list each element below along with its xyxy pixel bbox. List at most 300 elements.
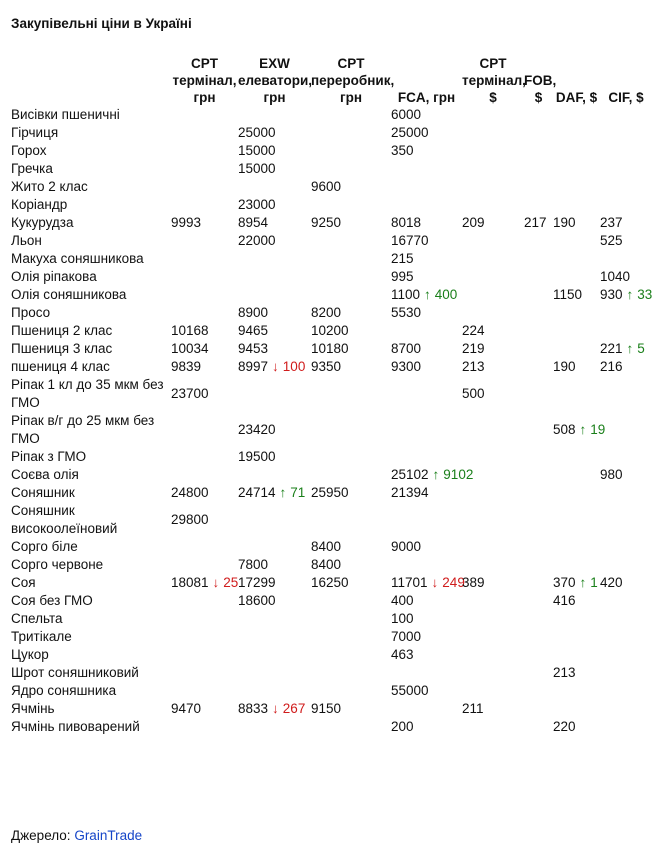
- price-cell: [462, 718, 524, 736]
- price-cell: 211: [462, 701, 484, 716]
- arrow-down-icon: ↓: [212, 575, 220, 590]
- table-row: [10, 556, 652, 574]
- price-cell: 5530: [391, 305, 422, 320]
- price-cell: 8700: [391, 341, 422, 356]
- price-cell: [553, 628, 600, 646]
- price-cell: 209: [462, 215, 485, 230]
- row-label: Коріандр: [11, 197, 68, 212]
- price-cell: 220: [553, 719, 576, 734]
- arrow-down-icon: ↓: [272, 359, 279, 374]
- arrow-up-icon: ↑: [279, 485, 287, 500]
- price-cell: 400: [391, 593, 414, 608]
- price-cell: [311, 718, 391, 736]
- price-cell: 980: [600, 467, 623, 482]
- price-change: 249: [442, 575, 465, 590]
- price-cell: [171, 178, 238, 196]
- price-cell: 9000: [391, 539, 422, 554]
- price-cell: [462, 304, 524, 322]
- price-cell: [391, 556, 462, 574]
- table-row: [10, 646, 652, 664]
- arrow-down-icon: ↓: [431, 575, 439, 590]
- price-cell: [462, 178, 524, 196]
- table-row: [10, 700, 652, 718]
- price-cell: [311, 646, 391, 664]
- price-cell: 25950: [311, 485, 349, 500]
- price-cell: [391, 502, 462, 538]
- price-cell: [462, 484, 524, 502]
- price-cell: [553, 178, 600, 196]
- price-cell: [524, 466, 553, 484]
- price-cell: [524, 448, 553, 466]
- table-header-row: [10, 54, 652, 106]
- price-cell: [462, 628, 524, 646]
- column-header: FCA, грн: [397, 90, 456, 105]
- price-cell: 23000: [238, 197, 276, 212]
- price-value: 930: [600, 287, 623, 302]
- price-cell: [553, 556, 600, 574]
- price-cell: [391, 160, 462, 178]
- price-cell: [311, 196, 391, 214]
- column-header: DAF, $: [555, 90, 598, 105]
- price-cell: 420: [600, 575, 623, 590]
- price-cell: [311, 268, 391, 286]
- table-row: [10, 340, 652, 358]
- row-label: Цукор: [11, 647, 49, 662]
- source-label: Джерело:: [11, 828, 71, 843]
- price-cell: [171, 664, 238, 682]
- price-cell: [311, 592, 391, 610]
- price-cell: 17299: [238, 575, 276, 590]
- price-cell: 21394: [391, 485, 429, 500]
- source-link[interactable]: GrainTrade: [74, 828, 143, 843]
- price-cell: [311, 286, 391, 304]
- price-cell: 9300: [391, 359, 422, 374]
- price-cell: 9350: [311, 359, 342, 374]
- source-line: [11, 828, 142, 843]
- price-cell: [171, 106, 238, 124]
- price-cell: [553, 700, 600, 718]
- price-cell: [311, 682, 391, 700]
- price-cell: [553, 484, 600, 502]
- column-header: CIF, $: [608, 90, 644, 105]
- price-cell: [462, 664, 524, 682]
- price-cell: [553, 502, 600, 538]
- row-label: Олія ріпакова: [11, 269, 97, 284]
- price-cell: [600, 610, 652, 628]
- price-cell: [462, 106, 524, 124]
- price-cell: [311, 628, 391, 646]
- price-cell: [524, 538, 553, 556]
- price-cell: 1040: [600, 269, 631, 284]
- row-label: Горох: [11, 143, 47, 158]
- table-row: [10, 304, 652, 322]
- price-change: 25: [223, 575, 239, 590]
- price-cell: [524, 232, 553, 250]
- price-cell: [462, 160, 524, 178]
- column-header: CPT термінал, $: [462, 56, 526, 105]
- price-cell: [553, 412, 606, 448]
- price-cell: [171, 718, 238, 736]
- price-cell: 8200: [311, 305, 342, 320]
- price-cell: 215: [391, 251, 414, 266]
- price-cell: [171, 232, 238, 250]
- price-cell: 19500: [238, 449, 276, 464]
- price-cell: 213: [462, 359, 485, 374]
- price-cell: [391, 196, 462, 214]
- table-row: [10, 124, 652, 142]
- row-label: Просо: [11, 305, 51, 320]
- price-cell: 15000: [238, 143, 276, 158]
- price-value: 24714: [238, 485, 276, 500]
- price-change: 1: [590, 575, 598, 590]
- price-cell: [524, 322, 553, 340]
- price-cell: [524, 124, 553, 142]
- price-cell: [600, 142, 652, 160]
- price-cell: [600, 538, 652, 556]
- price-cell: [524, 664, 553, 682]
- price-cell: [600, 178, 652, 196]
- price-cell: [238, 646, 311, 664]
- price-cell: [311, 160, 391, 178]
- price-cell: 23700: [171, 386, 209, 401]
- price-cell: [391, 664, 462, 682]
- column-header: FOB, $: [524, 73, 557, 105]
- arrow-down-icon: ↓: [272, 701, 279, 716]
- price-cell: 9839: [171, 359, 202, 374]
- row-label: Спельта: [11, 611, 63, 626]
- price-cell: [524, 700, 553, 718]
- price-cell: [238, 502, 311, 538]
- price-cell: [524, 196, 553, 214]
- row-label: Кукурудза: [11, 215, 74, 230]
- price-cell: [524, 106, 553, 124]
- price-cell: 16250: [311, 575, 349, 590]
- price-cell: 7000: [391, 629, 422, 644]
- table-row: [10, 178, 652, 196]
- price-cell: [462, 448, 524, 466]
- price-cell: 9993: [171, 215, 202, 230]
- price-cell: [311, 664, 391, 682]
- price-cell: 10200: [311, 323, 349, 338]
- row-label: Висівки пшеничні: [11, 107, 120, 122]
- price-cell: 350: [391, 143, 414, 158]
- table-row: [10, 322, 652, 340]
- price-cell: [524, 340, 553, 358]
- price-cell: 224: [462, 323, 485, 338]
- price-cell: [171, 466, 238, 484]
- price-cell: 10034: [171, 341, 209, 356]
- price-cell: [238, 376, 311, 412]
- price-cell: [600, 250, 652, 268]
- arrow-up-icon: ↑: [424, 287, 431, 302]
- price-cell: [553, 322, 600, 340]
- row-label: Ядро соняшника: [11, 683, 117, 698]
- price-cell: 463: [391, 647, 414, 662]
- price-value: 25102: [391, 467, 429, 482]
- price-cell: 23420: [238, 422, 276, 437]
- price-cell: 995: [391, 269, 414, 284]
- price-cell: [171, 610, 238, 628]
- price-cell: [171, 268, 238, 286]
- price-cell: 15000: [238, 161, 276, 176]
- price-value: 8833: [238, 701, 269, 716]
- price-cell: [553, 250, 600, 268]
- table-row: [10, 232, 652, 250]
- price-cell: [524, 628, 553, 646]
- price-cell: 9600: [311, 179, 342, 194]
- price-cell: [311, 610, 391, 628]
- price-value: 508: [553, 422, 576, 437]
- row-label: Жито 2 клас: [11, 179, 88, 194]
- price-cell: [524, 574, 553, 592]
- table-row: [10, 592, 652, 610]
- price-cell: [238, 268, 311, 286]
- price-cell: 10180: [311, 341, 349, 356]
- price-cell: [462, 250, 524, 268]
- price-cell: [171, 412, 238, 448]
- table-row: [10, 538, 652, 556]
- price-cell: [171, 592, 238, 610]
- row-label: Льон: [11, 233, 42, 248]
- price-cell: 416: [553, 593, 576, 608]
- price-cell: [600, 286, 652, 304]
- price-cell: [171, 682, 238, 700]
- row-label: Пшениця 3 клас: [11, 341, 113, 356]
- price-change: 400: [434, 287, 458, 302]
- column-header-name: [10, 54, 171, 106]
- price-cell: [600, 412, 652, 448]
- price-cell: [553, 574, 600, 592]
- price-cell: [524, 646, 553, 664]
- price-cell: 190: [553, 215, 576, 230]
- row-label: Соняшник високоолеїновий: [11, 503, 118, 536]
- price-value: 370: [553, 575, 576, 590]
- price-cell: [238, 664, 311, 682]
- price-cell: [391, 700, 462, 718]
- price-cell: 8400: [311, 557, 342, 572]
- price-cell: [238, 610, 311, 628]
- price-value: 221: [600, 341, 623, 356]
- price-cell: [524, 304, 553, 322]
- price-cell: [524, 268, 553, 286]
- price-cell: 6000: [391, 107, 422, 122]
- price-cell: [311, 232, 391, 250]
- price-cell: [553, 466, 600, 484]
- price-cell: [462, 592, 524, 610]
- column-header: CPT переробник, грн: [311, 56, 395, 105]
- price-cell: [311, 124, 391, 142]
- table-row: [10, 484, 652, 502]
- price-cell: [524, 484, 553, 502]
- price-cell: [238, 682, 311, 700]
- price-cell: 9453: [238, 341, 269, 356]
- row-label: Ячмінь: [11, 701, 55, 716]
- price-cell: [462, 646, 524, 664]
- price-cell: [600, 628, 652, 646]
- price-cell: [462, 142, 524, 160]
- price-cell: [600, 700, 652, 718]
- price-change: 5: [637, 341, 645, 356]
- price-cell: [600, 322, 652, 340]
- row-label: Тритікале: [11, 629, 72, 644]
- table-row: [10, 610, 652, 628]
- price-cell: [553, 682, 600, 700]
- arrow-up-icon: ↑: [579, 422, 587, 437]
- page-title: Закупівельні ціни в Україні: [11, 16, 192, 31]
- price-cell: 55000: [391, 683, 429, 698]
- price-cell: [524, 286, 553, 304]
- price-cell: [238, 106, 311, 124]
- price-cell: 24800: [171, 485, 209, 500]
- table-row: [10, 106, 652, 124]
- price-cell: [462, 124, 524, 142]
- price-cell: [524, 610, 553, 628]
- price-change: 19: [590, 422, 606, 437]
- price-cell: [391, 376, 462, 412]
- price-cell: [462, 610, 524, 628]
- price-cell: [391, 412, 462, 448]
- price-cell: [600, 196, 652, 214]
- row-label: Соя без ГМО: [11, 593, 93, 608]
- price-change: 33: [637, 287, 653, 302]
- price-value: 11701: [391, 575, 428, 590]
- price-value: 8997: [238, 359, 269, 374]
- price-change: 9102: [443, 467, 474, 482]
- price-cell: [600, 682, 652, 700]
- price-cell: 29800: [171, 512, 209, 527]
- price-cell: [553, 232, 600, 250]
- table-row: [10, 286, 652, 304]
- price-cell: [238, 286, 311, 304]
- price-cell: [524, 178, 553, 196]
- price-cell: [600, 718, 652, 736]
- price-cell: [238, 466, 311, 484]
- price-cell: [311, 106, 391, 124]
- table-row: [10, 250, 652, 268]
- price-cell: [600, 646, 652, 664]
- price-cell: 8400: [311, 539, 342, 554]
- price-cell: [391, 448, 462, 466]
- table-row: [10, 196, 652, 214]
- row-label: Олія соняшникова: [11, 287, 127, 302]
- price-cell: [171, 250, 238, 268]
- price-cell: [553, 304, 600, 322]
- column-header: CPT термінал, грн: [172, 56, 237, 105]
- price-cell: [600, 106, 652, 124]
- row-label: Ріпак з ГМО: [11, 449, 87, 464]
- table-row: [10, 358, 652, 376]
- price-cell: [238, 718, 311, 736]
- price-cell: [462, 286, 524, 304]
- price-cell: 237: [600, 215, 623, 230]
- row-label: Ячмінь пивоварений: [11, 719, 140, 734]
- table-row: [10, 628, 652, 646]
- price-cell: [524, 592, 553, 610]
- price-cell: [600, 124, 652, 142]
- price-cell: 1150: [553, 287, 583, 302]
- table-row: [10, 664, 652, 682]
- price-cell: [553, 448, 600, 466]
- column-header: EXW елеватори, грн: [238, 56, 313, 105]
- price-cell: [553, 196, 600, 214]
- table-row: [10, 682, 652, 700]
- price-cell: [171, 628, 238, 646]
- price-cell: 9470: [171, 701, 202, 716]
- price-cell: 9250: [311, 215, 342, 230]
- row-label: Сорго біле: [11, 539, 78, 554]
- price-cell: [553, 106, 600, 124]
- row-label: Шрот соняшниковий: [11, 665, 139, 680]
- price-cell: 7800: [238, 557, 269, 572]
- row-label: пшениця 4 клас: [11, 359, 110, 374]
- price-cell: [553, 268, 600, 286]
- price-cell: [171, 574, 238, 592]
- price-cell: [171, 142, 238, 160]
- price-cell: 16770: [391, 233, 429, 248]
- price-cell: [391, 286, 462, 304]
- price-cell: [553, 376, 600, 412]
- price-cell: [524, 502, 553, 538]
- price-cell: [311, 412, 391, 448]
- row-label: Макуха соняшникова: [11, 251, 144, 266]
- price-cell: 10168: [171, 323, 209, 338]
- price-change: 100: [282, 359, 306, 374]
- table-row: [10, 466, 652, 484]
- price-cell: [311, 502, 391, 538]
- arrow-up-icon: ↑: [626, 287, 634, 302]
- price-cell: [311, 448, 391, 466]
- price-cell: [238, 700, 311, 718]
- price-cell: [391, 466, 474, 484]
- table-row: [10, 718, 652, 736]
- price-cell: [462, 538, 524, 556]
- price-cell: 389: [462, 575, 485, 590]
- price-cell: [462, 412, 524, 448]
- price-cell: 500: [462, 386, 485, 401]
- price-cell: [171, 304, 238, 322]
- price-cell: [600, 556, 652, 574]
- price-cell: [600, 664, 652, 682]
- price-cell: 8018: [391, 215, 422, 230]
- price-cell: [524, 376, 553, 412]
- table-row: [10, 448, 652, 466]
- price-cell: 213: [553, 665, 576, 680]
- price-cell: [311, 376, 391, 412]
- price-cell: 22000: [238, 233, 276, 248]
- price-cell: [553, 160, 600, 178]
- price-cell: [238, 250, 311, 268]
- price-cell: [600, 304, 652, 322]
- price-cell: [553, 646, 600, 664]
- price-cell: 9465: [238, 323, 269, 338]
- price-cell: [238, 484, 311, 502]
- price-cell: [524, 160, 553, 178]
- price-cell: [171, 646, 238, 664]
- price-cell: 217: [524, 215, 547, 230]
- price-cell: [524, 412, 553, 448]
- price-cell: 9150: [311, 701, 342, 716]
- price-cell: 200: [391, 719, 414, 734]
- row-label: Сорго червоне: [11, 557, 104, 572]
- price-cell: [600, 160, 652, 178]
- table-row: [10, 214, 652, 232]
- arrow-up-icon: ↑: [579, 575, 587, 590]
- price-cell: [553, 340, 600, 358]
- price-cell: [462, 502, 524, 538]
- price-cell: [171, 286, 238, 304]
- price-cell: [462, 196, 524, 214]
- price-value: 1100: [391, 287, 421, 302]
